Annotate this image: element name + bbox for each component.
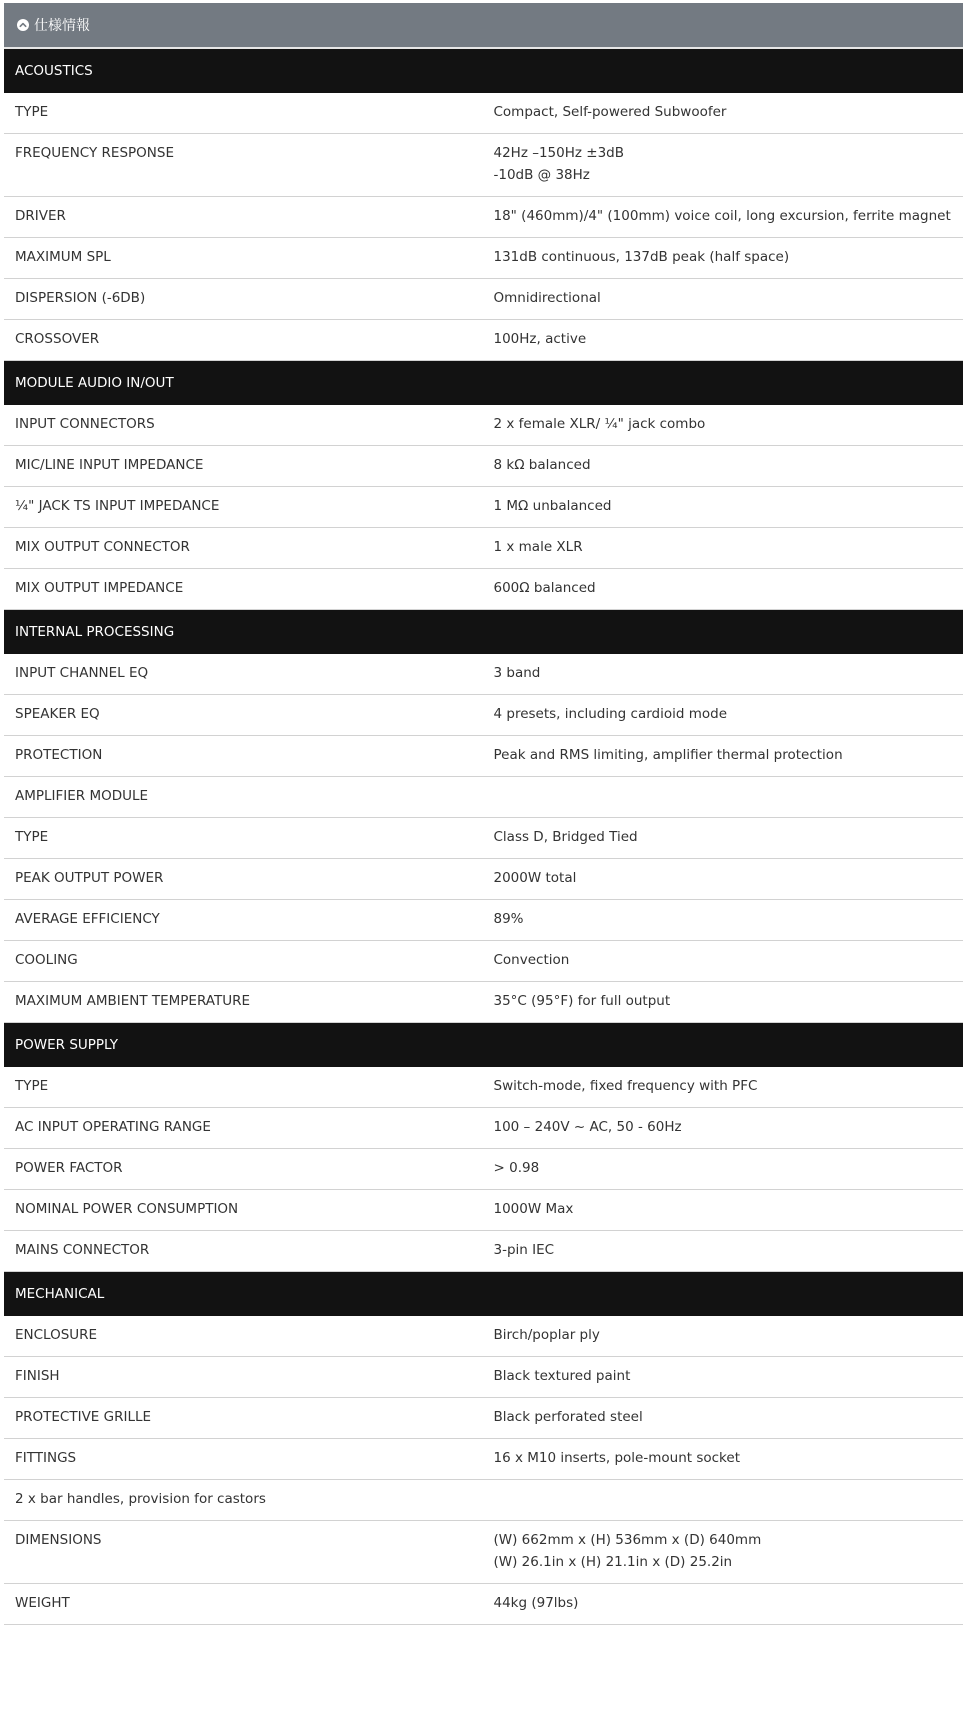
section-title: ACOUSTICS: [4, 49, 963, 93]
spec-value: [484, 736, 963, 777]
spec-value-line: Class D, Bridged Tied: [493, 829, 638, 845]
spec-row: [4, 1357, 963, 1398]
spec-label: AVERAGE EFFICIENCY: [4, 900, 484, 941]
spec-row: [4, 818, 963, 859]
spec-row: [4, 1480, 963, 1521]
spec-row: [4, 695, 963, 736]
spec-label: CROSSOVER: [4, 320, 484, 361]
spec-label: POWER FACTOR: [4, 1149, 484, 1190]
spec-accordion-header[interactable]: [4, 3, 963, 49]
spec-value-line: 1000W Max: [493, 1201, 574, 1217]
spec-label: DIMENSIONS: [4, 1521, 484, 1584]
spec-value-line: 1 MΩ unbalanced: [493, 498, 612, 514]
spec-value-line: 4 presets, including cardioid mode: [493, 706, 728, 722]
spec-value-line: (W) 662mm x (H) 536mm x (D) 640mm: [493, 1532, 762, 1548]
spec-value: [484, 982, 963, 1023]
spec-panel: [4, 3, 963, 1625]
section-title: MODULE AUDIO IN/OUT: [4, 361, 963, 406]
spec-value: [484, 320, 963, 361]
spec-label: DISPERSION (-6DB): [4, 279, 484, 320]
spec-value-line: Birch/poplar ply: [493, 1327, 600, 1343]
spec-value-line: 3 band: [493, 665, 541, 681]
spec-value: [484, 1108, 963, 1149]
section-title: POWER SUPPLY: [4, 1023, 963, 1068]
spec-value: [484, 197, 963, 238]
spec-value-line: 3-pin IEC: [493, 1242, 555, 1258]
spec-label: DRIVER: [4, 197, 484, 238]
spec-row: [4, 941, 963, 982]
spec-value-line: (W) 26.1in x (H) 21.1in x (D) 25.2in: [493, 1554, 733, 1570]
spec-row: [4, 1108, 963, 1149]
spec-value-line: 131dB continuous, 137dB peak (half space): [493, 249, 790, 265]
spec-row: [4, 654, 963, 695]
spec-label: MIC/LINE INPUT IMPEDANCE: [4, 446, 484, 487]
spec-value: [484, 405, 963, 446]
spec-value-line: 44kg (97lbs): [493, 1595, 579, 1611]
spec-value-line: Switch-mode, fixed frequency with PFC: [493, 1078, 758, 1094]
spec-row: [4, 859, 963, 900]
spec-value: [484, 1521, 963, 1584]
spec-label: PROTECTION: [4, 736, 484, 777]
spec-value-line: 42Hz –150Hz ±3dB: [493, 145, 624, 161]
spec-row: [4, 777, 963, 818]
spec-label: AMPLIFIER MODULE: [4, 777, 484, 818]
spec-value: [484, 1584, 963, 1625]
spec-value-line: 100 – 240V ~ AC, 50 - 60Hz: [493, 1119, 682, 1135]
spec-label: MAXIMUM AMBIENT TEMPERATURE: [4, 982, 484, 1023]
spec-value: [484, 654, 963, 695]
spec-label: INPUT CHANNEL EQ: [4, 654, 484, 695]
spec-row: [4, 900, 963, 941]
spec-label: MIX OUTPUT CONNECTOR: [4, 528, 484, 569]
spec-row: [4, 1316, 963, 1357]
spec-value: [484, 818, 963, 859]
spec-value: [484, 1067, 963, 1108]
section-header-row: [4, 1023, 963, 1068]
spec-label: FITTINGS: [4, 1439, 484, 1480]
spec-label: COOLING: [4, 941, 484, 982]
spec-value: [484, 1480, 963, 1521]
spec-value-line: Peak and RMS limiting, amplifier thermal protection: [493, 747, 843, 763]
spec-row: [4, 1067, 963, 1108]
spec-row: [4, 736, 963, 777]
spec-value: [484, 1149, 963, 1190]
spec-row: [4, 134, 963, 197]
spec-table: [4, 49, 963, 1625]
spec-label: TYPE: [4, 1067, 484, 1108]
spec-value: [484, 1357, 963, 1398]
spec-row: [4, 1521, 963, 1584]
spec-label: MAINS CONNECTOR: [4, 1231, 484, 1272]
spec-value: [484, 134, 963, 197]
spec-value: [484, 900, 963, 941]
spec-row: [4, 1398, 963, 1439]
spec-row: [4, 1190, 963, 1231]
spec-label: INPUT CONNECTORS: [4, 405, 484, 446]
spec-label: SPEAKER EQ: [4, 695, 484, 736]
section-header-row: [4, 610, 963, 655]
spec-label: MAXIMUM SPL: [4, 238, 484, 279]
spec-label: ¼" JACK TS INPUT IMPEDANCE: [4, 487, 484, 528]
spec-label: ENCLOSURE: [4, 1316, 484, 1357]
spec-value: [484, 695, 963, 736]
spec-label: TYPE: [4, 93, 484, 134]
spec-value: [484, 528, 963, 569]
spec-row: [4, 1584, 963, 1625]
spec-row: [4, 446, 963, 487]
chevron-up-circle-icon[interactable]: [17, 19, 29, 31]
spec-label: AC INPUT OPERATING RANGE: [4, 1108, 484, 1149]
section-title: MECHANICAL: [4, 1272, 963, 1317]
spec-value: [484, 777, 963, 818]
spec-label: FREQUENCY RESPONSE: [4, 134, 484, 197]
spec-label: NOMINAL POWER CONSUMPTION: [4, 1190, 484, 1231]
spec-value-line: 2 x female XLR/ ¼" jack combo: [493, 416, 706, 432]
section-header-row: [4, 49, 963, 93]
section-header-row: [4, 361, 963, 406]
spec-value-line: Convection: [493, 952, 570, 968]
spec-row: [4, 93, 963, 134]
spec-value-line: 18" (460mm)/4" (100mm) voice coil, long excursion, ferrite magnet: [493, 208, 951, 224]
spec-value: [484, 1190, 963, 1231]
spec-row: [4, 279, 963, 320]
section-header-row: [4, 1272, 963, 1317]
spec-value: [484, 1316, 963, 1357]
spec-row: [4, 1439, 963, 1480]
spec-value: [484, 446, 963, 487]
spec-label: 2 x bar handles, provision for castors: [4, 1480, 484, 1521]
spec-value-line: 35°C (95°F) for full output: [493, 993, 671, 1009]
spec-row: [4, 528, 963, 569]
spec-row: [4, 487, 963, 528]
section-title: INTERNAL PROCESSING: [4, 610, 963, 655]
spec-value-line: 600Ω balanced: [493, 580, 596, 596]
spec-row: [4, 1231, 963, 1272]
spec-value: [484, 93, 963, 134]
spec-row: [4, 982, 963, 1023]
spec-value-line: 1 x male XLR: [493, 539, 583, 555]
spec-label: MIX OUTPUT IMPEDANCE: [4, 569, 484, 610]
spec-value-line: > 0.98: [493, 1160, 540, 1176]
spec-row: [4, 238, 963, 279]
spec-value-line: 8 kΩ balanced: [493, 457, 591, 473]
spec-value-line: 89%: [493, 911, 524, 927]
spec-value: [484, 859, 963, 900]
spec-value: [484, 941, 963, 982]
spec-value-line: 2000W total: [493, 870, 577, 886]
spec-value-line: Black perforated steel: [493, 1409, 643, 1425]
spec-value-line: 100Hz, active: [493, 331, 587, 347]
spec-label: FINISH: [4, 1357, 484, 1398]
spec-value: [484, 1231, 963, 1272]
spec-value-line: Compact, Self-powered Subwoofer: [493, 104, 727, 120]
spec-label: PROTECTIVE GRILLE: [4, 1398, 484, 1439]
spec-value-line: 16 x M10 inserts, pole-mount socket: [493, 1450, 740, 1466]
spec-panel-title: 仕様情報: [34, 18, 90, 34]
spec-value: [484, 487, 963, 528]
spec-row: [4, 569, 963, 610]
spec-label: TYPE: [4, 818, 484, 859]
spec-row: [4, 320, 963, 361]
spec-value: [484, 1398, 963, 1439]
spec-label: WEIGHT: [4, 1584, 484, 1625]
spec-value: [484, 569, 963, 610]
spec-label: PEAK OUTPUT POWER: [4, 859, 484, 900]
spec-row: [4, 197, 963, 238]
spec-value: [484, 238, 963, 279]
spec-value: [484, 1439, 963, 1480]
spec-value-line: Black textured paint: [493, 1368, 631, 1384]
spec-row: [4, 405, 963, 446]
spec-value-line: -10dB @ 38Hz: [493, 167, 590, 183]
spec-row: [4, 1149, 963, 1190]
spec-value-line: Omnidirectional: [493, 290, 601, 306]
spec-value: [484, 279, 963, 320]
